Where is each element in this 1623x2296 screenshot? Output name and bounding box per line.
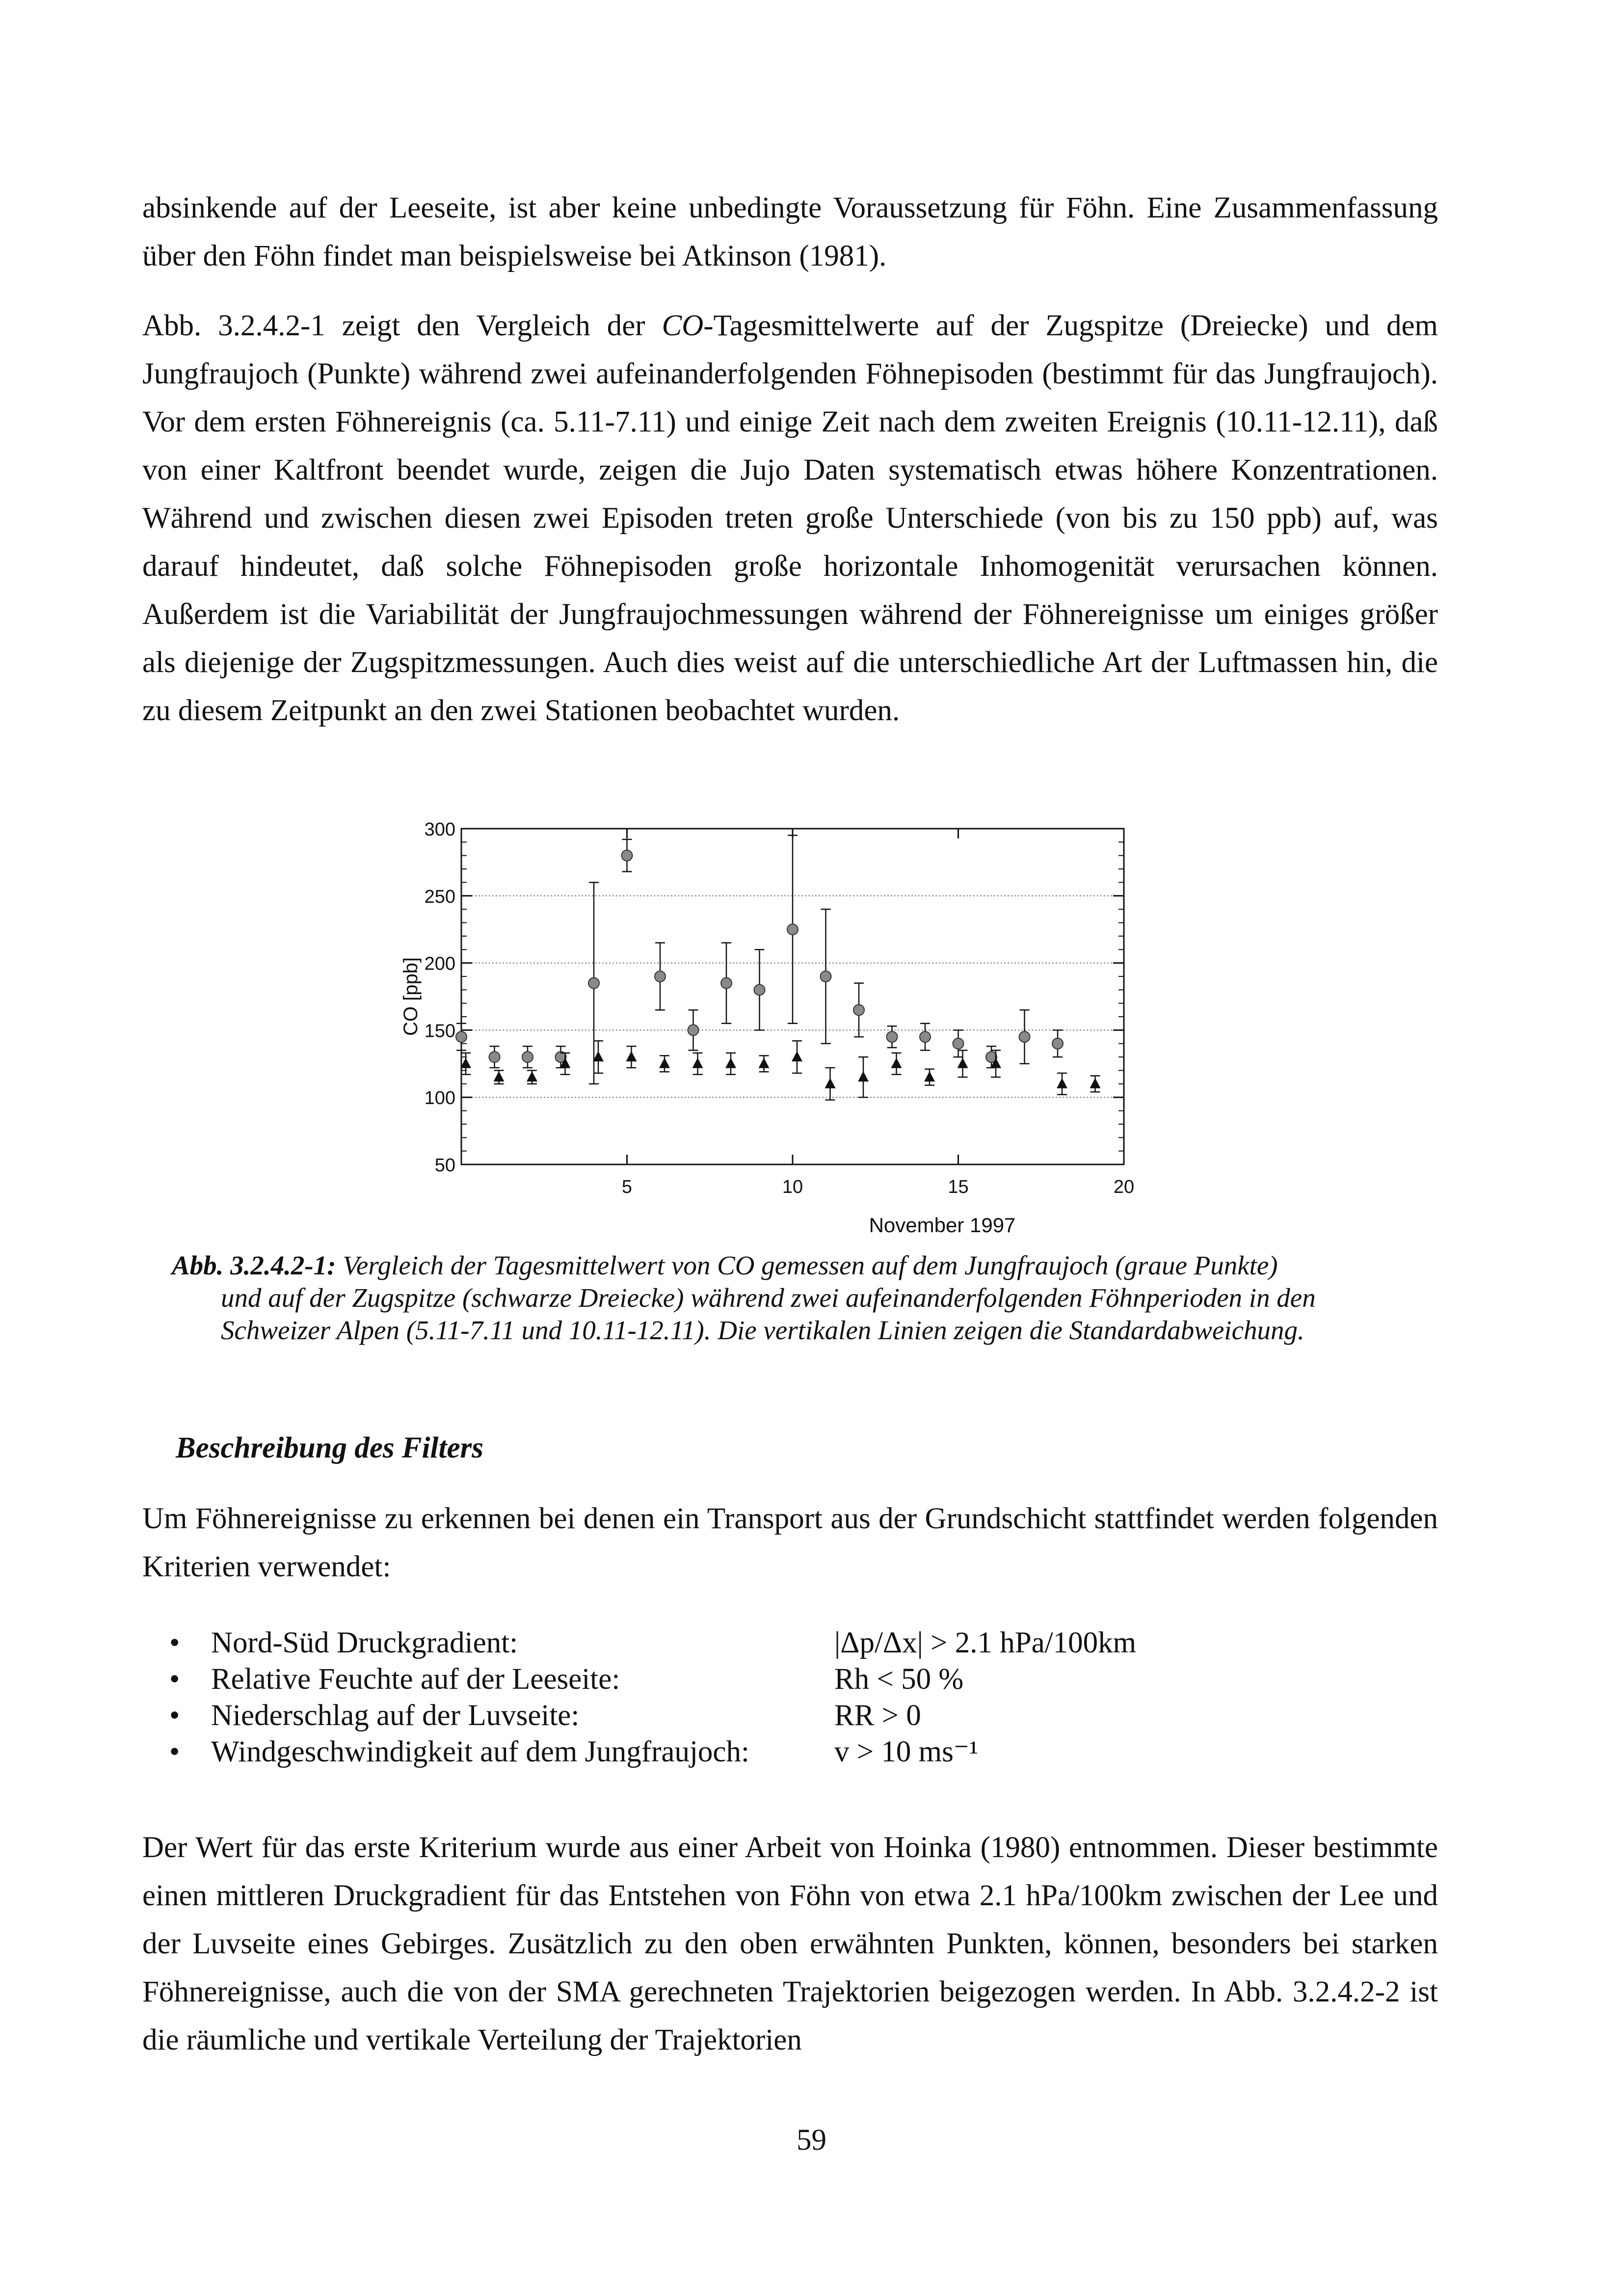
data-point: [527, 1071, 537, 1081]
caption-line-3: Schweizer Alpen (5.11-7.11 und 10.11-12.11). Die vertikalen Linien zeigen die Standardabweichung.: [221, 1315, 1304, 1345]
y-axis-label: CO [ppb]: [400, 957, 422, 1036]
y-tick-label: 50: [434, 1155, 455, 1176]
data-point: [924, 1071, 935, 1081]
paragraph-figure-description: [142, 302, 1438, 735]
data-point: [953, 1038, 964, 1049]
data-point: [494, 1071, 505, 1081]
data-point: [456, 1031, 467, 1042]
data-point: [792, 1051, 802, 1061]
series-jungfraujoch: [456, 836, 1063, 1084]
data-point: [821, 971, 831, 982]
data-point: [659, 1058, 670, 1068]
data-point: [887, 1031, 898, 1042]
data-point: [489, 1052, 500, 1062]
y-tick-label: 250: [424, 886, 455, 907]
data-point: [593, 1051, 604, 1061]
data-point: [622, 850, 633, 861]
series-zugspitze: [460, 1041, 1101, 1100]
criteria-label: Relative Feuchte auf der Leeseite:: [211, 1663, 620, 1696]
paragraph-intro: absinkende auf der Leeseite, ist aber keine unbedingte Voraussetzung für Föhn. Eine Zusammenfassung über den Föhn findet man beispielsweise bei Atkinson (1981).: [142, 191, 1438, 272]
data-point: [588, 978, 599, 989]
caption-label: Abb. 3.2.4.2-1:: [172, 1250, 336, 1280]
data-series: [456, 836, 1101, 1100]
data-point: [1057, 1078, 1067, 1088]
data-point: [825, 1078, 836, 1088]
data-point: [688, 1025, 699, 1035]
y-tick-label: 300: [424, 819, 455, 840]
data-point: [1090, 1078, 1101, 1088]
x-axis-label: November 1997: [869, 1214, 1016, 1237]
data-point: [891, 1058, 902, 1068]
y-tick-label: 200: [424, 953, 455, 974]
criteria-label: Niederschlag auf der Luvseite:: [211, 1699, 580, 1732]
paragraph-hoinka: Der Wert für das erste Kriterium wurde aus einer Arbeit von Hoinka (1980) entnommen. Dieser bestimmte einen mittleren Druckgradient für das Entstehen von Föhn von etwa 2.1 hPa/100km zwischen der Lee und der Luvseite eines Gebirges. Zusätzlich zu den oben erwähnten Punkten, können, besonders bei starken Föhnereignisse, auch die von der SMA gerechneten Trajektorien beigezogen werden. In Abb. 3.2.4.2-2 ist die räumliche und vertikale Verteilung der Trajektorien: [142, 1831, 1438, 2056]
bullet-icon: •: [169, 1626, 180, 1659]
criteria-value: Rh < 50 %: [834, 1663, 964, 1696]
data-point: [655, 971, 665, 982]
p2-lead: Abb. 3.2.4.2-1 zeigt den Vergleich der: [142, 309, 662, 342]
caption-line-2: und auf der Zugspitze (schwarze Dreiecke) während zwei aufeinanderfolgenden Föhnperioden in den: [221, 1283, 1316, 1313]
criteria-label: Windgeschwindigkeit auf dem Jungfraujoch:: [211, 1735, 749, 1768]
data-point: [787, 924, 798, 935]
x-tick-label: 15: [948, 1177, 969, 1197]
data-point: [853, 1004, 864, 1015]
criteria-value: RR > 0: [834, 1699, 921, 1732]
p2-italic-co: CO: [662, 309, 704, 342]
data-point: [958, 1058, 968, 1068]
data-point: [692, 1058, 703, 1068]
y-tick-label: 100: [424, 1088, 455, 1109]
data-point: [759, 1058, 770, 1068]
x-tick-label: 20: [1113, 1177, 1135, 1197]
data-point: [920, 1031, 931, 1042]
data-point: [626, 1051, 637, 1061]
data-point: [1019, 1031, 1030, 1042]
data-point: [725, 1058, 736, 1068]
data-point: [754, 984, 765, 995]
bullet-icon: •: [169, 1663, 180, 1696]
page-number: 59: [797, 2124, 826, 2157]
criteria-value: v > 10 ms⁻¹: [834, 1735, 979, 1768]
x-tick-label: 5: [621, 1177, 633, 1197]
y-tick-label: 150: [424, 1021, 455, 1042]
data-point: [522, 1052, 533, 1062]
x-tick-label: 10: [782, 1177, 803, 1197]
caption-line-1: Vergleich der Tagesmittelwert von CO gemessen auf dem Jungfraujoch (graue Punkte): [343, 1250, 1278, 1280]
bullet-icon: •: [169, 1699, 180, 1732]
figure-caption: [172, 1249, 1448, 1347]
data-point: [1052, 1038, 1063, 1049]
paragraph-criteria-intro: Um Föhnereignisse zu erkennen bei denen ein Transport aus der Grundschicht stattfindet werden folgenden Kriterien verwendet:: [142, 1502, 1438, 1583]
section-heading: Beschreibung des Filters: [176, 1432, 484, 1464]
co-comparison-chart: [383, 815, 1148, 1247]
criteria-value: |Δp/Δx| > 2.1 hPa/100km: [834, 1626, 1137, 1659]
data-point: [721, 978, 732, 989]
criteria-label: Nord-Süd Druckgradient:: [211, 1626, 518, 1659]
axis-ticks: [425, 819, 1135, 1197]
p2-rest: -Tagesmittelwerte auf der Zugspitze (Dreiecke) und dem Jungfraujoch (Punkte) während zwei aufeinanderfolgenden Föhnepisoden (bestimmt für das Jungfraujoch). Vor dem ersten Föhnereignis (ca. 5.11-7.11) und einige Zeit nach dem zweiten Ereignis (10.11-12.11), daß von einer Kaltfront beendet wurde, zeigen die Jujo Daten systematisch etwas höhere Konzentrationen. Während und zwischen diesen zwei Episoden treten große Unterschiede (von bis zu 150 ppb) auf, was darauf hindeutet, daß solche Föhnepisoden große horizontale Inhomogenität verursachen können. Außerdem ist die Variabilität der Jungfraujochmessungen während der Föhnereignisse um einiges größer als diejenige der Zugspitzmessungen. Auch dies weist auf die unterschiedliche Art der Luftmassen hin, die zu diesem Zeitpunkt an den zwei Stationen beobachtet wurden.: [142, 309, 1438, 727]
bullet-icon: •: [169, 1735, 180, 1768]
data-point: [858, 1071, 869, 1081]
